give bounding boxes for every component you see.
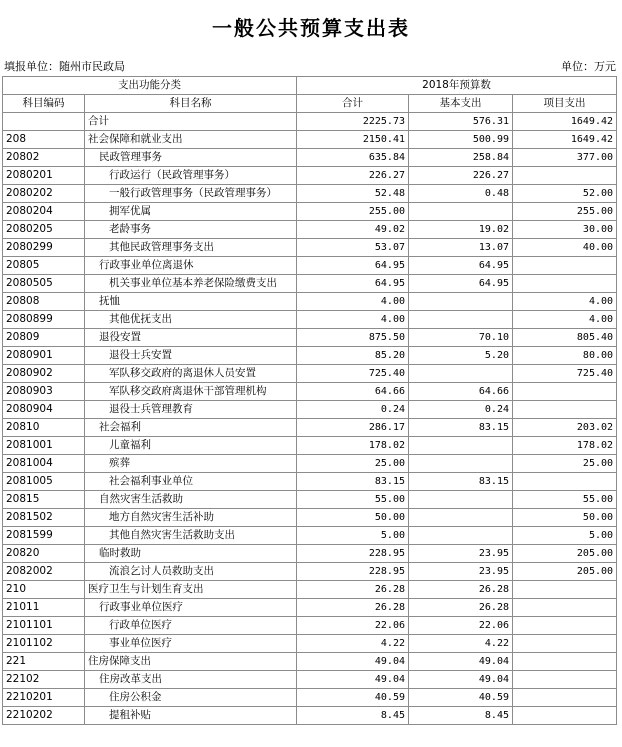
table-row (3, 401, 617, 419)
row-total: 228.95 (297, 545, 409, 563)
row-name: 行政单位医疗 (85, 617, 297, 635)
row-project: 178.02 (513, 437, 617, 455)
table-row (3, 563, 617, 581)
row-name: 行政事业单位离退休 (85, 257, 297, 275)
header-basic: 基本支出 (409, 95, 513, 113)
row-basic: 40.59 (409, 689, 513, 707)
row-project: 52.00 (513, 185, 617, 203)
row-basic: 26.28 (409, 599, 513, 617)
row-total: 875.50 (297, 329, 409, 347)
row-project (513, 689, 617, 707)
row-total: 85.20 (297, 347, 409, 365)
row-code: 2080901 (3, 347, 85, 365)
row-basic: 5.20 (409, 347, 513, 365)
row-total: 26.28 (297, 599, 409, 617)
row-total: 8.45 (297, 707, 409, 725)
row-name: 退役安置 (85, 329, 297, 347)
row-basic (409, 491, 513, 509)
row-basic: 500.99 (409, 131, 513, 149)
currency-unit-label: 单位：万元 (561, 60, 616, 73)
row-basic: 19.02 (409, 221, 513, 239)
table-row (3, 149, 617, 167)
row-total: 83.15 (297, 473, 409, 491)
row-code: 2080904 (3, 401, 85, 419)
row-total: 255.00 (297, 203, 409, 221)
table-row (3, 347, 617, 365)
row-basic: 258.84 (409, 149, 513, 167)
row-total: 228.95 (297, 563, 409, 581)
row-total: 286.17 (297, 419, 409, 437)
table-row (3, 419, 617, 437)
row-basic (409, 293, 513, 311)
row-basic: 8.45 (409, 707, 513, 725)
row-name: 殡葬 (85, 455, 297, 473)
row-code: 20802 (3, 149, 85, 167)
row-basic (409, 437, 513, 455)
row-basic: 70.10 (409, 329, 513, 347)
row-code: 20820 (3, 545, 85, 563)
row-name: 临时救助 (85, 545, 297, 563)
table-row (3, 671, 617, 689)
row-total: 4.00 (297, 293, 409, 311)
row-code: 20808 (3, 293, 85, 311)
table-row (3, 653, 617, 671)
row-basic: 0.24 (409, 401, 513, 419)
row-name: 提租补贴 (85, 707, 297, 725)
row-basic (409, 527, 513, 545)
row-name: 行政事业单位医疗 (85, 599, 297, 617)
header-code: 科目编码 (3, 95, 85, 113)
row-code: 2101101 (3, 617, 85, 635)
row-total: 64.66 (297, 383, 409, 401)
row-basic: 26.28 (409, 581, 513, 599)
row-project (513, 581, 617, 599)
row-total: 5.00 (297, 527, 409, 545)
row-total: 49.04 (297, 653, 409, 671)
row-basic (409, 455, 513, 473)
row-basic (409, 365, 513, 383)
row-name: 住房公积金 (85, 689, 297, 707)
row-code: 2081502 (3, 509, 85, 527)
row-code: 2210201 (3, 689, 85, 707)
row-name: 抚恤 (85, 293, 297, 311)
row-basic (409, 509, 513, 527)
row-code: 208 (3, 131, 85, 149)
row-basic: 64.95 (409, 275, 513, 293)
table-row (3, 527, 617, 545)
table-row (3, 275, 617, 293)
row-total: 226.27 (297, 167, 409, 185)
row-project: 50.00 (513, 509, 617, 527)
row-total: 4.00 (297, 311, 409, 329)
row-project (513, 473, 617, 491)
row-project: 4.00 (513, 311, 617, 329)
row-code: 2080204 (3, 203, 85, 221)
table-row (3, 257, 617, 275)
table-row (3, 509, 617, 527)
row-code: 2081004 (3, 455, 85, 473)
row-code: 2210202 (3, 707, 85, 725)
row-basic: 23.95 (409, 545, 513, 563)
row-project (513, 653, 617, 671)
table-row (3, 473, 617, 491)
row-name: 住房改革支出 (85, 671, 297, 689)
budget-table (2, 76, 617, 725)
row-name: 一般行政管理事务（民政管理事务） (85, 185, 297, 203)
row-project (513, 401, 617, 419)
table-row (3, 185, 617, 203)
row-project: 203.02 (513, 419, 617, 437)
row-code: 2080899 (3, 311, 85, 329)
row-basic (409, 311, 513, 329)
row-code: 2080205 (3, 221, 85, 239)
row-total: 49.04 (297, 671, 409, 689)
row-code: 2080903 (3, 383, 85, 401)
row-project (513, 671, 617, 689)
table-row (3, 203, 617, 221)
row-project: 80.00 (513, 347, 617, 365)
row-project (513, 257, 617, 275)
row-project: 205.00 (513, 545, 617, 563)
table-row (3, 311, 617, 329)
row-project (513, 599, 617, 617)
row-name: 住房保障支出 (85, 653, 297, 671)
row-name: 退役士兵管理教育 (85, 401, 297, 419)
row-name: 社会福利 (85, 419, 297, 437)
row-total: 64.95 (297, 257, 409, 275)
row-code: 21011 (3, 599, 85, 617)
row-basic: 23.95 (409, 563, 513, 581)
row-total: 64.95 (297, 275, 409, 293)
row-code: 210 (3, 581, 85, 599)
table-body (3, 113, 617, 725)
header-function-classification: 支出功能分类 (3, 77, 297, 95)
row-code: 221 (3, 653, 85, 671)
row-project (513, 707, 617, 725)
row-name: 合计 (85, 113, 297, 131)
row-name: 机关事业单位基本养老保险缴费支出 (85, 275, 297, 293)
row-total: 49.02 (297, 221, 409, 239)
row-total: 2225.73 (297, 113, 409, 131)
table-row (3, 707, 617, 725)
row-project: 4.00 (513, 293, 617, 311)
row-project: 805.40 (513, 329, 617, 347)
row-total: 178.02 (297, 437, 409, 455)
row-code: 20809 (3, 329, 85, 347)
row-basic: 4.22 (409, 635, 513, 653)
row-name: 军队移交政府离退休干部管理机构 (85, 383, 297, 401)
row-project (513, 275, 617, 293)
row-name: 流浪乞讨人员救助支出 (85, 563, 297, 581)
row-name: 医疗卫生与计划生育支出 (85, 581, 297, 599)
header-budget-2018: 2018年预算数 (297, 77, 617, 95)
row-basic: 83.15 (409, 473, 513, 491)
table-row (3, 113, 617, 131)
row-project: 1649.42 (513, 131, 617, 149)
row-name: 儿童福利 (85, 437, 297, 455)
row-code: 2101102 (3, 635, 85, 653)
row-project (513, 167, 617, 185)
table-row (3, 167, 617, 185)
table-row (3, 455, 617, 473)
row-name: 其他自然灾害生活救助支出 (85, 527, 297, 545)
row-project: 5.00 (513, 527, 617, 545)
row-total: 53.07 (297, 239, 409, 257)
table-row (3, 689, 617, 707)
row-basic: 49.04 (409, 653, 513, 671)
row-code: 2080505 (3, 275, 85, 293)
row-code (3, 113, 85, 131)
row-project: 255.00 (513, 203, 617, 221)
row-project: 25.00 (513, 455, 617, 473)
row-name: 民政管理事务 (85, 149, 297, 167)
table-row (3, 365, 617, 383)
row-total: 22.06 (297, 617, 409, 635)
row-name: 退役士兵安置 (85, 347, 297, 365)
table-row (3, 293, 617, 311)
row-basic: 226.27 (409, 167, 513, 185)
table-row (3, 239, 617, 257)
table-row (3, 491, 617, 509)
table-row (3, 617, 617, 635)
row-name: 拥军优属 (85, 203, 297, 221)
row-total: 52.48 (297, 185, 409, 203)
row-total: 55.00 (297, 491, 409, 509)
table-row (3, 221, 617, 239)
row-name: 事业单位医疗 (85, 635, 297, 653)
row-code: 20815 (3, 491, 85, 509)
row-name: 军队移交政府的离退休人员安置 (85, 365, 297, 383)
row-name: 自然灾害生活救助 (85, 491, 297, 509)
row-total: 50.00 (297, 509, 409, 527)
row-code: 2081001 (3, 437, 85, 455)
row-basic: 49.04 (409, 671, 513, 689)
table-row (3, 329, 617, 347)
row-project: 55.00 (513, 491, 617, 509)
row-name: 行政运行（民政管理事务） (85, 167, 297, 185)
table-row (3, 383, 617, 401)
row-total: 635.84 (297, 149, 409, 167)
row-basic: 0.48 (409, 185, 513, 203)
row-name: 社会福利事业单位 (85, 473, 297, 491)
row-basic: 64.66 (409, 383, 513, 401)
row-total: 26.28 (297, 581, 409, 599)
row-code: 2080202 (3, 185, 85, 203)
row-name: 老龄事务 (85, 221, 297, 239)
row-code: 2080201 (3, 167, 85, 185)
row-project: 1649.42 (513, 113, 617, 131)
row-code: 2080299 (3, 239, 85, 257)
header-total: 合计 (297, 95, 409, 113)
row-name: 社会保障和就业支出 (85, 131, 297, 149)
row-basic: 13.07 (409, 239, 513, 257)
row-basic: 64.95 (409, 257, 513, 275)
row-project (513, 617, 617, 635)
row-project (513, 635, 617, 653)
row-basic: 576.31 (409, 113, 513, 131)
row-total: 0.24 (297, 401, 409, 419)
row-total: 25.00 (297, 455, 409, 473)
row-code: 2080902 (3, 365, 85, 383)
table-row (3, 635, 617, 653)
row-name: 其他优抚支出 (85, 311, 297, 329)
table-header-group-row (3, 77, 617, 95)
row-basic (409, 203, 513, 221)
row-project: 205.00 (513, 563, 617, 581)
table-row (3, 131, 617, 149)
row-total: 4.22 (297, 635, 409, 653)
header-project: 项目支出 (513, 95, 617, 113)
table-row (3, 599, 617, 617)
row-code: 20805 (3, 257, 85, 275)
row-code: 22102 (3, 671, 85, 689)
table-header-row (3, 95, 617, 113)
row-basic: 22.06 (409, 617, 513, 635)
row-total: 725.40 (297, 365, 409, 383)
row-code: 20810 (3, 419, 85, 437)
row-code: 2081005 (3, 473, 85, 491)
page-title: 一般公共预算支出表 (212, 16, 410, 40)
table-row (3, 581, 617, 599)
row-project: 725.40 (513, 365, 617, 383)
row-total: 40.59 (297, 689, 409, 707)
row-basic: 83.15 (409, 419, 513, 437)
row-name: 其他民政管理事务支出 (85, 239, 297, 257)
row-total: 2150.41 (297, 131, 409, 149)
row-project: 377.00 (513, 149, 617, 167)
reporting-unit-label: 填报单位：随州市民政局 (4, 60, 125, 73)
table-row (3, 545, 617, 563)
row-name: 地方自然灾害生活补助 (85, 509, 297, 527)
header-name: 科目名称 (85, 95, 297, 113)
row-project: 40.00 (513, 239, 617, 257)
row-project (513, 383, 617, 401)
row-code: 2082002 (3, 563, 85, 581)
table-row (3, 437, 617, 455)
row-code: 2081599 (3, 527, 85, 545)
row-project: 30.00 (513, 221, 617, 239)
